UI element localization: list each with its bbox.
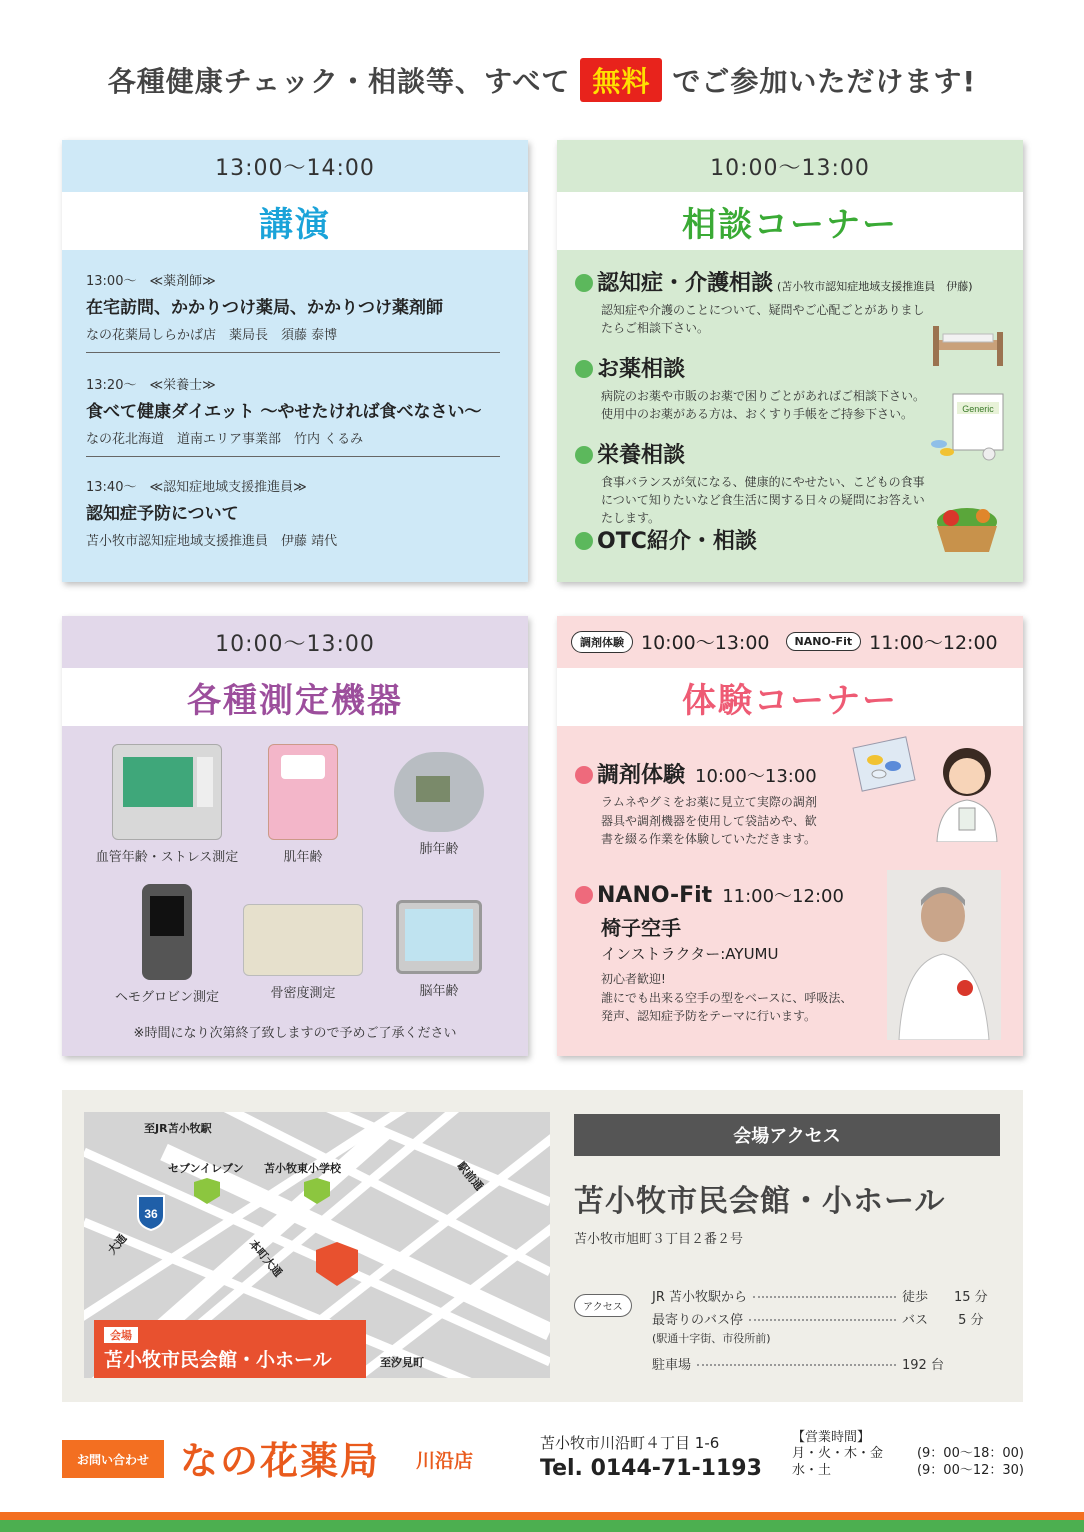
nanofit-desc: 初心者歓迎! xyxy=(601,972,666,986)
bullet-dot xyxy=(575,532,593,550)
lecture-item-time: 13:20〜 ≪栄養士≫ xyxy=(86,378,216,393)
lecture-title: 講演 xyxy=(62,192,528,250)
device-brain xyxy=(364,884,514,999)
device-hemoglobin xyxy=(92,884,242,1005)
bullet-dot xyxy=(575,766,593,784)
bullet-dot xyxy=(575,274,593,292)
free-badge: 無料 xyxy=(580,58,662,102)
consult-item-title: お薬相談 xyxy=(597,357,686,382)
venue-name: 苫小牧市民会館・小ホール xyxy=(574,1184,946,1219)
generic-label: Generic xyxy=(962,404,994,414)
nanofit-instructor: インストラクター:AYUMU xyxy=(601,945,779,963)
access-from: 最寄りのバス停 xyxy=(652,1313,744,1328)
device-label: 骨密度測定 xyxy=(270,986,336,1001)
contact-label: お問い合わせ xyxy=(62,1440,164,1478)
consult-item xyxy=(575,524,995,555)
headline-before: 各種健康チェック・相談等、すべて xyxy=(107,65,571,98)
nanofit-time: 11:00〜12:00 xyxy=(869,632,998,654)
dispensing-desc: 書を綴る作業を体験していただきます。 xyxy=(601,832,817,847)
footer-stripe-orange xyxy=(0,1512,1084,1520)
access-mode: バス 5 分 xyxy=(902,1313,984,1328)
brand-logo: なの花薬局 xyxy=(180,1439,381,1483)
business-hours xyxy=(792,1430,1024,1479)
route-shield-icon xyxy=(134,1194,168,1232)
lecture-item-speaker: なの花北海道 道南エリア事業部 竹内 くるみ xyxy=(86,432,364,447)
dispensing-item xyxy=(575,758,817,849)
measure-panel xyxy=(62,616,528,1056)
venue-address: 苫小牧市旭町３丁目２番２号 xyxy=(574,1232,744,1247)
venue-callout xyxy=(94,1320,366,1378)
venue-marker-icon xyxy=(314,1240,360,1290)
access-section xyxy=(62,1090,1023,1402)
lecture-item-time: 13:40〜 ≪認知症地域支援推進員≫ xyxy=(86,480,307,495)
lecture-item xyxy=(86,476,500,549)
parking-label: 駐車場 xyxy=(652,1358,692,1373)
dispensing-desc: 器具や調剤機器を使用して袋詰めや、歓 xyxy=(601,813,817,828)
parking-value: 192 台 xyxy=(902,1358,944,1373)
nanofit-desc: 発声、認知症予防をテーマに行います。 xyxy=(601,1009,817,1024)
measure-note: ※時間になり次第終了致しますので予めご了承ください xyxy=(133,1026,457,1041)
nanofit-badge: NANO-Fit xyxy=(786,632,862,651)
access-rows xyxy=(652,1286,992,1377)
access-header: 会場アクセス xyxy=(574,1114,1000,1156)
measure-time: 10:00〜13:00 xyxy=(215,631,375,657)
device-skin xyxy=(228,744,378,865)
device-image xyxy=(394,752,484,832)
device-image xyxy=(243,904,363,976)
venue-tag: 会場 xyxy=(104,1327,138,1343)
branch-name: 川沿店 xyxy=(416,1450,474,1472)
nanofit-item xyxy=(575,882,852,1026)
access-from: JR 苫小牧駅から xyxy=(652,1290,747,1305)
consult-item-desc: 病院のお薬や市販のお薬で困りごとがあればご相談下さい。使用中のお薬がある方は、おくすり手帳をご持参下さい。 xyxy=(601,389,926,421)
map-label-school: 苫小牧東小学校 xyxy=(264,1162,341,1175)
device-label: 脳年齢 xyxy=(419,984,459,999)
hours-days: 月・火・木・金 xyxy=(792,1446,884,1462)
dispensing-item-time: 10:00〜13:00 xyxy=(695,766,817,787)
dispensing-desc: ラムネやグミをお薬に見立て実際の調剤 xyxy=(601,795,817,809)
nanofit-title: NANO-Fit xyxy=(597,883,713,908)
lecture-item-time: 13:00〜 ≪薬剤師≫ xyxy=(86,274,216,289)
experience-times xyxy=(571,628,998,655)
consult-panel xyxy=(557,140,1023,582)
consult-item-desc: 認知症や介護のことについて、疑問やご心配ごとがありましたらご相談下さい。 xyxy=(601,303,925,335)
experience-title: 体験コーナー xyxy=(557,668,1023,726)
store-phone[interactable]: Tel. 0144-71-1193 xyxy=(540,1456,762,1481)
access-row xyxy=(652,1286,992,1305)
vegetable-basket-icon xyxy=(933,502,1001,554)
consult-item-title: 認知症・介護相談 xyxy=(597,271,774,296)
bullet-dot xyxy=(575,886,593,904)
map-label-east: 至汐見町 xyxy=(380,1356,424,1369)
hours-time: (9：00〜12：30) xyxy=(916,1462,1024,1478)
access-row xyxy=(652,1354,992,1373)
lecture-item-title: 認知症予防について xyxy=(86,504,239,524)
consult-title: 相談コーナー xyxy=(557,192,1023,250)
access-label: アクセス xyxy=(574,1294,632,1317)
device-bone xyxy=(228,884,378,1001)
pills-icon xyxy=(849,736,919,798)
store-address: 苫小牧市川沿町４丁目 1-6 xyxy=(540,1434,720,1452)
lecture-time: 13:00〜14:00 xyxy=(215,155,375,181)
lecture-item-speaker: なの花薬局しらかば店 薬局長 須藤 泰博 xyxy=(86,328,338,343)
school-marker-icon xyxy=(302,1176,332,1206)
lecture-item xyxy=(86,270,500,343)
dispensing-badge: 調剤体験 xyxy=(571,631,633,653)
map-label-seven: セブンイレブン xyxy=(168,1162,244,1175)
access-mode: 徒歩 15 分 xyxy=(902,1290,988,1305)
consult-item-desc: 食事バランスが気になる、健康的にやせたい、こどもの食事について知りたいなど食生活に関する日々の疑問にお答えいたします。 xyxy=(601,475,925,525)
consult-item-title: OTC紹介・相談 xyxy=(597,529,757,554)
map-label-station: 至JR苫小牧駅 xyxy=(144,1122,212,1135)
device-label: ヘモグロビン測定 xyxy=(114,990,219,1005)
route-number: 36 xyxy=(144,1207,158,1221)
nanofit-sub: 椅子空手 xyxy=(601,916,681,940)
map-label-road1: 大通 xyxy=(105,1231,130,1257)
nanofit-desc: 誰にでも出来る空手の型をベースに、呼吸法、 xyxy=(601,990,853,1005)
venue-map[interactable] xyxy=(84,1112,550,1378)
seven-eleven-marker-icon xyxy=(192,1176,222,1206)
device-image xyxy=(396,900,482,974)
dispensing-title: 調剤体験 xyxy=(597,763,686,788)
bullet-dot xyxy=(575,446,593,464)
hours-days: 水・土 xyxy=(792,1462,832,1478)
lecture-item-speaker: 苫小牧市認知症地域支援推進員 伊藤 靖代 xyxy=(86,534,338,549)
hours-title: 【営業時間】 xyxy=(792,1430,871,1445)
lecture-panel xyxy=(62,140,528,582)
access-row xyxy=(652,1309,992,1328)
divider xyxy=(86,456,500,457)
instructor-photo xyxy=(887,870,1001,1040)
venue-callout-name: 苫小牧市民会館・小ホール xyxy=(104,1349,332,1371)
nanofit-item-time: 11:00〜12:00 xyxy=(722,886,844,907)
consult-time: 10:00〜13:00 xyxy=(710,155,870,181)
device-image xyxy=(268,744,338,840)
map-label-road3: 駅前通 xyxy=(454,1159,486,1194)
device-label: 肺年齢 xyxy=(419,842,459,857)
care-bed-icon xyxy=(929,320,1007,368)
device-lung xyxy=(364,744,514,857)
experience-panel xyxy=(557,616,1023,1056)
bus-stop-note: (駅通十字街、市役所前) xyxy=(652,1332,771,1345)
consult-item-note: (苫小牧市認知症地域支援推進員 伊藤) xyxy=(777,280,973,293)
divider xyxy=(86,352,500,353)
device-image xyxy=(142,884,192,980)
measure-title: 各種測定機器 xyxy=(62,668,528,726)
lecture-item xyxy=(86,374,500,447)
dispensing-time: 10:00〜13:00 xyxy=(641,632,770,654)
device-blood-vessel xyxy=(92,744,242,865)
hours-time: (9：00〜18：00) xyxy=(916,1446,1024,1462)
consult-item-title: 栄養相談 xyxy=(597,443,686,468)
device-label: 肌年齢 xyxy=(283,850,323,865)
bullet-dot xyxy=(575,360,593,378)
footer-stripe-green xyxy=(0,1520,1084,1532)
headline xyxy=(0,58,1084,102)
map-label-road2: 本町大通 xyxy=(246,1237,285,1280)
pharmacist-icon xyxy=(929,744,1005,842)
lecture-item-title: 在宅訪問、かかりつけ薬局、かかりつけ薬剤師 xyxy=(86,298,443,318)
device-image xyxy=(112,744,222,840)
medicine-icon xyxy=(927,392,1007,464)
lecture-item-title: 食べて健康ダイエット 〜やせたければ食べなさい〜 xyxy=(86,402,482,422)
headline-after: でご参加いただけます! xyxy=(672,65,977,98)
device-label: 血管年齢・ストレス測定 xyxy=(95,850,239,865)
